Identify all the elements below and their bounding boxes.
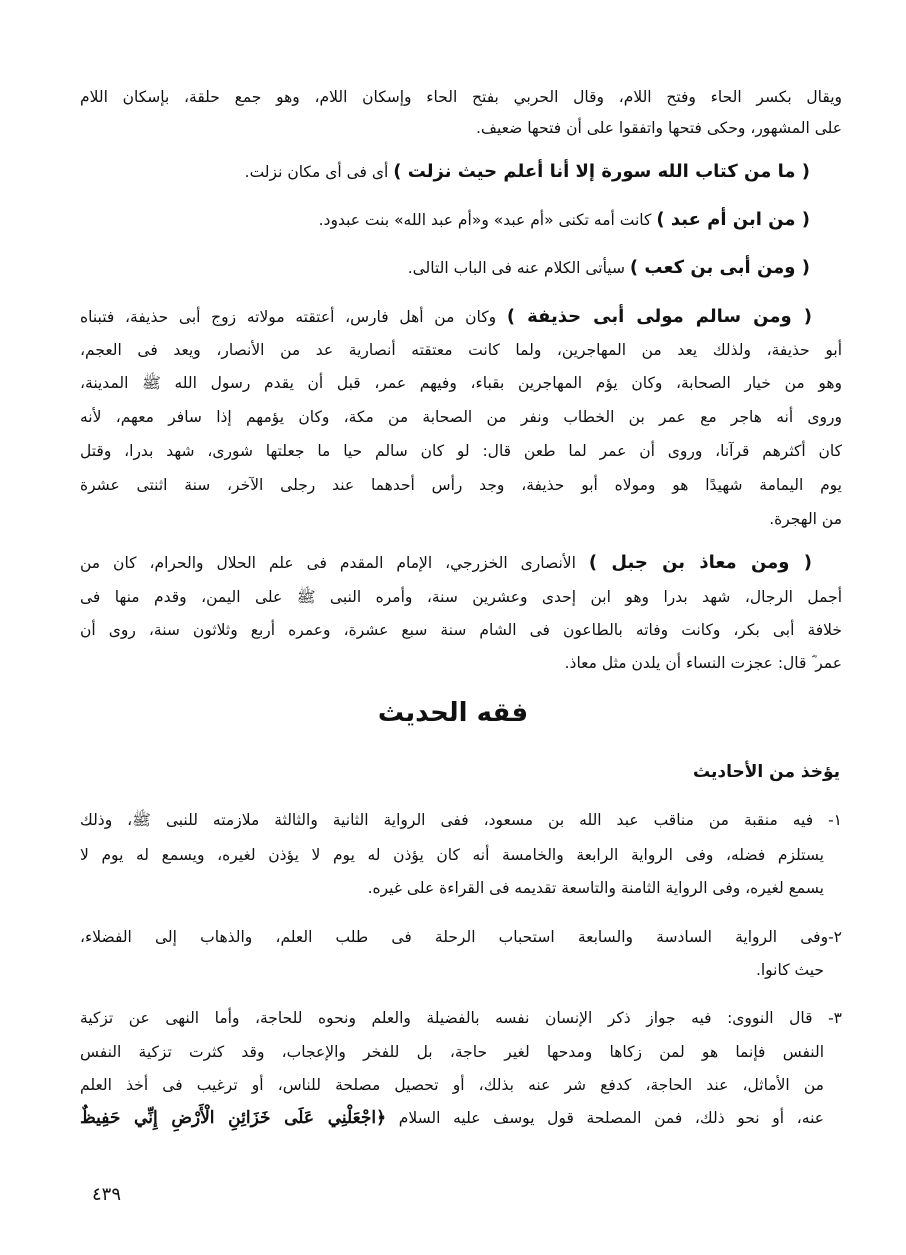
text-line (80, 434, 842, 468)
text-line (80, 251, 810, 285)
line-text: من الأماثل، عند الحاجة، كدفع شر عنه بذلك، أو تحصيل مصلحة للناس، أو ترغيب فى أخذ العلم (80, 1076, 824, 1094)
line-text: من الهجرة. (769, 510, 842, 528)
text-line (80, 366, 842, 400)
section-title: فقه الحديث (377, 698, 529, 728)
text-line (80, 502, 842, 536)
text-line (80, 646, 842, 680)
text-line (80, 1035, 824, 1069)
text-line (80, 111, 842, 145)
line-text: وروى أنه هاجر مع عمر بن الخطاب ونفر من الصحابة من مكة، وكان يؤمهم إذا سافر معهم، لأنه (80, 408, 842, 426)
line-text: على المشهور، وحكى فتحها واتفقوا على أن فتحها ضعيف. (475, 119, 842, 137)
text-line (80, 333, 842, 367)
line-text: الأنصارى الخزرجي، الإمام المقدم فى علم الحلال والحرام، كان من (80, 554, 589, 572)
text-line (80, 400, 842, 434)
text-line (80, 155, 810, 189)
text-line (80, 1068, 824, 1102)
text-line (80, 203, 810, 237)
text-line (80, 803, 842, 837)
text-line (80, 838, 824, 872)
text-line (80, 1001, 842, 1035)
line-text: ٣- قال النووى: فيه جواز ذكر الإنسان نفسه بالفضيلة والعلم ونحوه للحاجة، وأما النهى عن تزكية (80, 1009, 842, 1027)
line-text: سيأتى الكلام عنه فى الباب التالى. (407, 259, 630, 277)
text-line (80, 920, 842, 954)
line-text: عمر ؓ قال: عجزت النساء أن يلدن مثل معاذ. (564, 654, 842, 672)
line-text: كان أكثرهم قرآنا، وروى أن عمر لما طعن قال: لو كان سالم حيا ما جعلتها شورى، شهد بدرا، وقتل (80, 442, 842, 460)
text-line (80, 953, 824, 987)
page-number: ٤٣٩ (92, 1184, 122, 1205)
line-text: ٢-وفى الرواية السادسة والسابعة استحباب الرحلة فى طلب العلم، والذهاب إلى الفضلاء، (80, 928, 842, 946)
line-text: يوم اليمامة شهيدًا هو ومولاه أبو حذيفة، وجد رأس أحدهما عند رجلى الآخر، سنة اثنتى عشرة (80, 476, 842, 494)
line-text: يسمع لغيره، وفى الرواية الثامنة والتاسعة تقديمه فى القراءة على غيره. (367, 879, 824, 897)
entry-heading: ( ومن معاذ بن جبل ) (588, 552, 812, 573)
text-line (80, 871, 824, 905)
line-text: النفس فإنما هو لمن زكاها ومدحها لغير حاجة، بل للفخر والإعجاب، وقد كثرت تزكية النفس (80, 1043, 824, 1061)
line-text: أجمل الرجال، شهد بدرا وهو ابن إحدى وعشرين سنة، وأمره النبى ﷺ على اليمن، وقدم منها فى (80, 588, 842, 606)
quran-quote: ﴿اجْعَلْنِي عَلَى خَزَائِنِ الْأَرْضِ إِنِّي حَفِيظٌ (80, 1108, 387, 1128)
line-text: وهو من خيار الصحابة، وكان يؤم المهاجرين بقباء، وفيهم عمر، قبل أن يقدم رسول الله ﷺ المدينة، (80, 374, 842, 392)
text-line (80, 1101, 824, 1135)
line-text: ١- فيه منقبة من مناقب عبد الله بن مسعود، ففى الرواية الثانية والثالثة ملازمته للنبى ﷺ، وذلك (80, 811, 842, 829)
line-text: وكان من أهل فارس، أعتقته مولاته زوج أبى حذيفة، فتبناه (80, 308, 507, 326)
text-line (80, 300, 812, 334)
line-text: عنه، أو نحو ذلك، فمن المصلحة قول يوسف عليه السلام (386, 1109, 824, 1127)
text-line (80, 580, 842, 614)
entry-heading: ( ما من كتاب الله سورة إلا أنا أعلم حيث نزلت ) (393, 161, 810, 182)
entry-heading: ( ومن سالم مولى أبى حذيفة ) (506, 306, 812, 327)
line-text: حيث كانوا. (755, 961, 824, 979)
text-line (80, 613, 842, 647)
line-text: أبو حذيفة، ولذلك يعد من المهاجرين، ولما كانت معتقته أنصارية عد من الأنصار، ويعد فى العجم، (80, 341, 842, 359)
section-subtitle: يؤخذ من الأحاديث (693, 762, 840, 782)
entry-heading: ( ومن أبى بن كعب ) (629, 257, 810, 278)
text-line (80, 546, 812, 580)
line-text: ويقال بكسر الحاء وفتح اللام، وقال الحربي بفتح الحاء وإسكان اللام، وهو جمع حلقة، بإسكان اللام (80, 88, 842, 106)
line-text: يستلزم فضله، وفى الرواية الرابعة والخامسة أنه كان يؤذن له يوم لا يؤذن لغيره، ويسمع له يوم لا (80, 846, 824, 864)
line-text: كانت أمه تكنى «أم عبد» و«أم عبد الله» بنت عبدود. (318, 211, 657, 229)
entry-heading: ( من ابن أم عبد ) (656, 209, 810, 230)
text-line (80, 80, 842, 114)
line-text: أى فى أى مكان نزلت. (244, 163, 394, 181)
text-line (80, 468, 842, 502)
line-text: خلافة أبى بكر، وكانت وفاته بالطاعون فى الشام سنة سبع عشرة، وعمره أربع وثلاثون سنة، روى أن (80, 621, 842, 639)
